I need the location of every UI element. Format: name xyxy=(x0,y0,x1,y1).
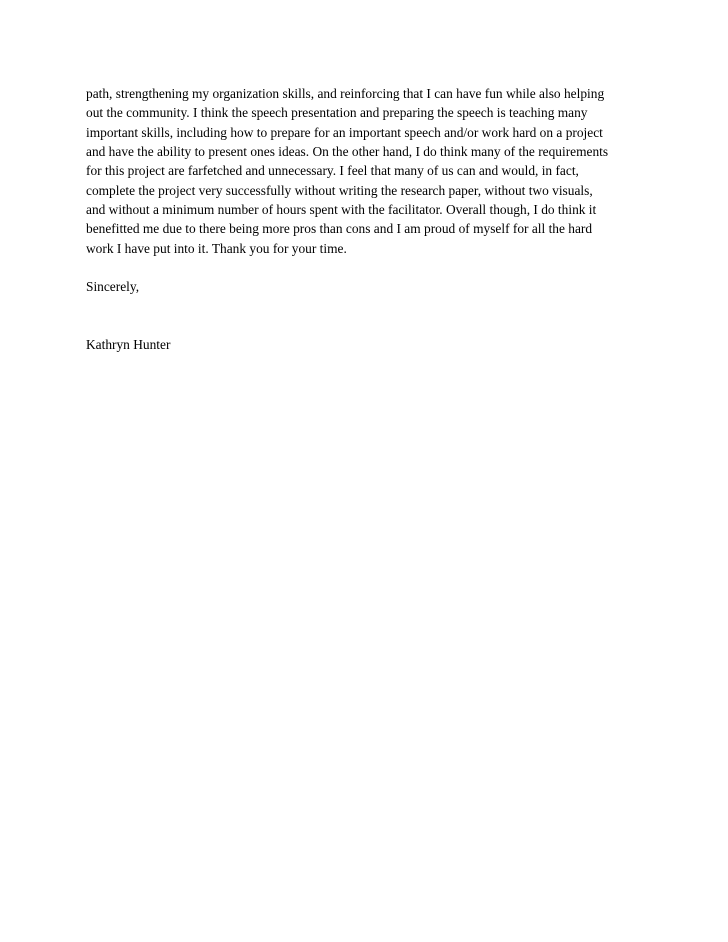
body-line: complete the project very successfully without writing the research paper, without two visuals, xyxy=(86,182,593,198)
body-line: and without a minimum number of hours spent with the facilitator. Overall though, I do think it xyxy=(86,202,597,218)
signature-name: Kathryn Hunter xyxy=(86,337,171,353)
letter-page xyxy=(86,84,666,355)
body-line: benefitted me due to there being more pros than cons and I am proud of myself for all the hard xyxy=(86,221,593,237)
body-line: for this project are farfetched and unnecessary. I feel that many of us can and would, in fact, xyxy=(86,163,579,179)
body-line: out the community. I think the speech presentation and preparing the speech is teaching many xyxy=(86,105,588,121)
body-line: work I have put into it. Thank you for your time. xyxy=(86,240,347,256)
body-line: and have the ability to present ones ideas. On the other hand, I do think many of the requirements xyxy=(86,144,609,160)
body-line: path, strengthening my organization skills, and reinforcing that I can have fun while also helping xyxy=(86,86,605,101)
body-line: important skills, including how to prepare for an important speech and/or work hard on a project xyxy=(86,124,603,140)
closing-salutation: Sincerely, xyxy=(86,279,140,295)
body-paragraph xyxy=(86,84,666,258)
